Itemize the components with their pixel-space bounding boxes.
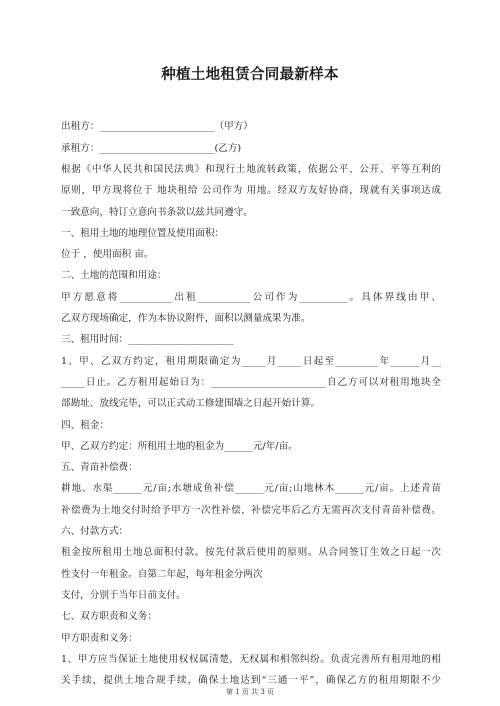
clause-line: 耕地、水渠______元/亩;水塘成鱼补偿______元/亩;山地林木______元/亩。上述青苗 (61, 483, 441, 495)
clause-line: 甲方愿意将___________出租___________公司作为__________。具体界线由甲、 (61, 291, 441, 303)
clause-line: _____日止。乙方租用起始日为：________________________自乙方可以对租用地块全 (61, 376, 441, 388)
clause-line: 部勘址、放线完毕，可以正式动工修建围墙之日起开始计算。 (61, 398, 321, 410)
page-footer: 第 1 页 共 3 页 (225, 688, 275, 696)
clause-line: 租金按所租用土地总面积付款。按先付款后使用的原则。从合同签订生效之日起一次 (61, 547, 441, 559)
clause-line: 补偿费为土地交付时给予甲方一次性补偿，补偿完毕后乙方无需再次支付青苗补偿费。 (61, 504, 441, 516)
preamble-line: 根据《中华人民共和国民法典》和现行土地流转政策，依据公平、公开、平等互利的 (61, 163, 441, 175)
section-2-heading: 二、土地的范围和用途： (61, 270, 167, 282)
preamble-line: 一致意向，特订立意向书条款以兹共同遵守。 (61, 206, 253, 218)
clause-line: 位于 ，使用面积 亩。 (61, 249, 154, 261)
lessor-line: 出租方：________________________（甲方） (61, 121, 253, 133)
lessee-line: 承租方：________________________(乙方) (61, 142, 242, 154)
document-body (61, 116, 441, 691)
section-5-heading: 五、青苗补偿费： (61, 462, 138, 474)
section-1-heading: 一、租用土地的地理位置及使用面积： (61, 227, 225, 239)
document-title: 种植土地租赁合同最新样本 (161, 67, 339, 83)
clause-line: 乙双方现场确定，作为本协议附件，面积以测量成果为准。 (61, 313, 311, 325)
clause-line: 关手续，提供土地合规手续，确保土地达到“三通一平”，确保乙方的租用期限不少 (61, 675, 441, 687)
clause-line: 1、甲、乙双方约定，租用期限确定为_____月_____日起至_________年______月__ (61, 355, 441, 367)
clause-line: 性支付一年租金。自第二年起，每年租金分两次 (61, 568, 263, 580)
clause-line: 1、甲方应当保证土地使用权权属清楚，无权属和相邻纠纷。负责完善所有租用地的相 (61, 653, 441, 665)
preamble-line: 原则，甲方现将位于 地块租给 公司作为 用地。经双方友好协商，现就有关事项达成 (61, 185, 441, 197)
section-4-heading: 四、租金： (61, 419, 109, 431)
clause-line: 支付，分别于当年日前支付。 (61, 589, 186, 601)
subsection-heading: 甲方职责和义务： (61, 632, 138, 644)
section-7-heading: 七、双方职责和义务： (61, 611, 157, 623)
section-6-heading: 六、付款方式： (61, 526, 129, 538)
section-3-heading: 三、租用时间：______________________ (61, 334, 234, 346)
clause-line: 甲、乙双方约定：所租用土地的租金为______元/年/亩。 (61, 440, 298, 452)
